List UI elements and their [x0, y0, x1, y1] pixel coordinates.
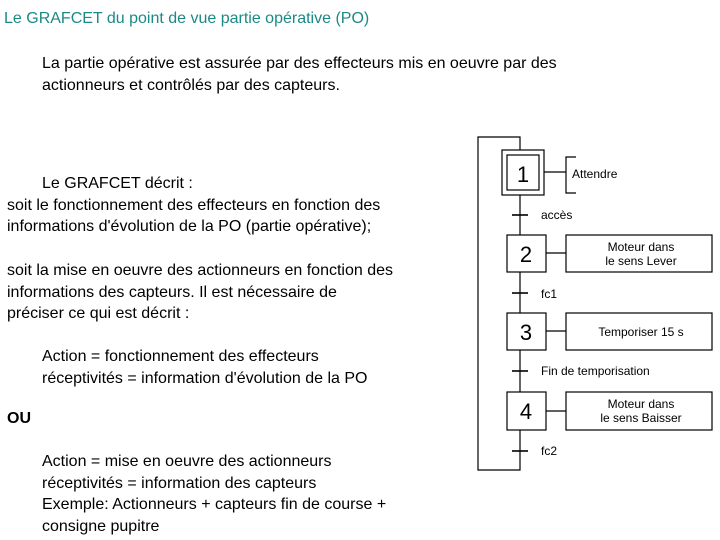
option-2-line-3: Exemple: Actionneurs + capteurs fin de course + [42, 496, 387, 513]
step-2-action-line-2: le sens Lever [605, 254, 677, 268]
transition-3-label: Fin de temporisation [541, 364, 650, 378]
step-1-number: 1 [516, 162, 530, 187]
step-4-number: 4 [519, 399, 533, 424]
intro-line-1: La partie opérative est assurée par des effecteurs mis en oeuvre par des [42, 55, 557, 72]
option-1-line-1: Action = fonctionnement des effecteurs [42, 348, 319, 365]
step-2-action-line-1: Moteur dans [607, 240, 675, 254]
step-1-action: Attendre [572, 167, 618, 181]
option-2-line-1: Action = mise en oeuvre des actionneurs [42, 453, 332, 470]
or-label: OU [7, 410, 31, 427]
step-3-number: 3 [519, 320, 533, 345]
step-4-action-line-2: le sens Baisser [600, 411, 682, 425]
paragraph-2-line-1: soit la mise en oeuvre des actionneurs en fonction des [7, 262, 394, 279]
step-4-action-line-1: Moteur dans [607, 397, 675, 411]
option-2-line-4: consigne pupitre [42, 518, 160, 535]
step-3-action: Temporiser 15 s [598, 325, 684, 339]
step-2-number: 2 [519, 242, 533, 267]
option-2-line-2: réceptivités = information des capteurs [42, 475, 317, 492]
transition-1-label: accès [541, 208, 573, 222]
paragraph-1-line-1: soit le fonctionnement des effecteurs en fonction des [7, 197, 381, 214]
paragraph-2-line-3: préciser ce qui est décrit : [7, 305, 190, 322]
intro-line-2: actionneurs et contrôlés par des capteurs. [42, 77, 340, 94]
page-title: Le GRAFCET du point de vue partie opérative (PO) [4, 10, 370, 27]
paragraph-2-line-2: informations des capteurs. Il est nécessaire de [7, 284, 337, 301]
transition-4-label: fc2 [541, 444, 558, 458]
description-heading: Le GRAFCET décrit : [42, 175, 193, 192]
paragraph-1-line-2: informations d'évolution de la PO (partie opérative); [7, 218, 372, 235]
option-1-line-2: réceptivités = information d'évolution de la PO [42, 370, 368, 387]
transition-2-label: fc1 [541, 287, 558, 301]
